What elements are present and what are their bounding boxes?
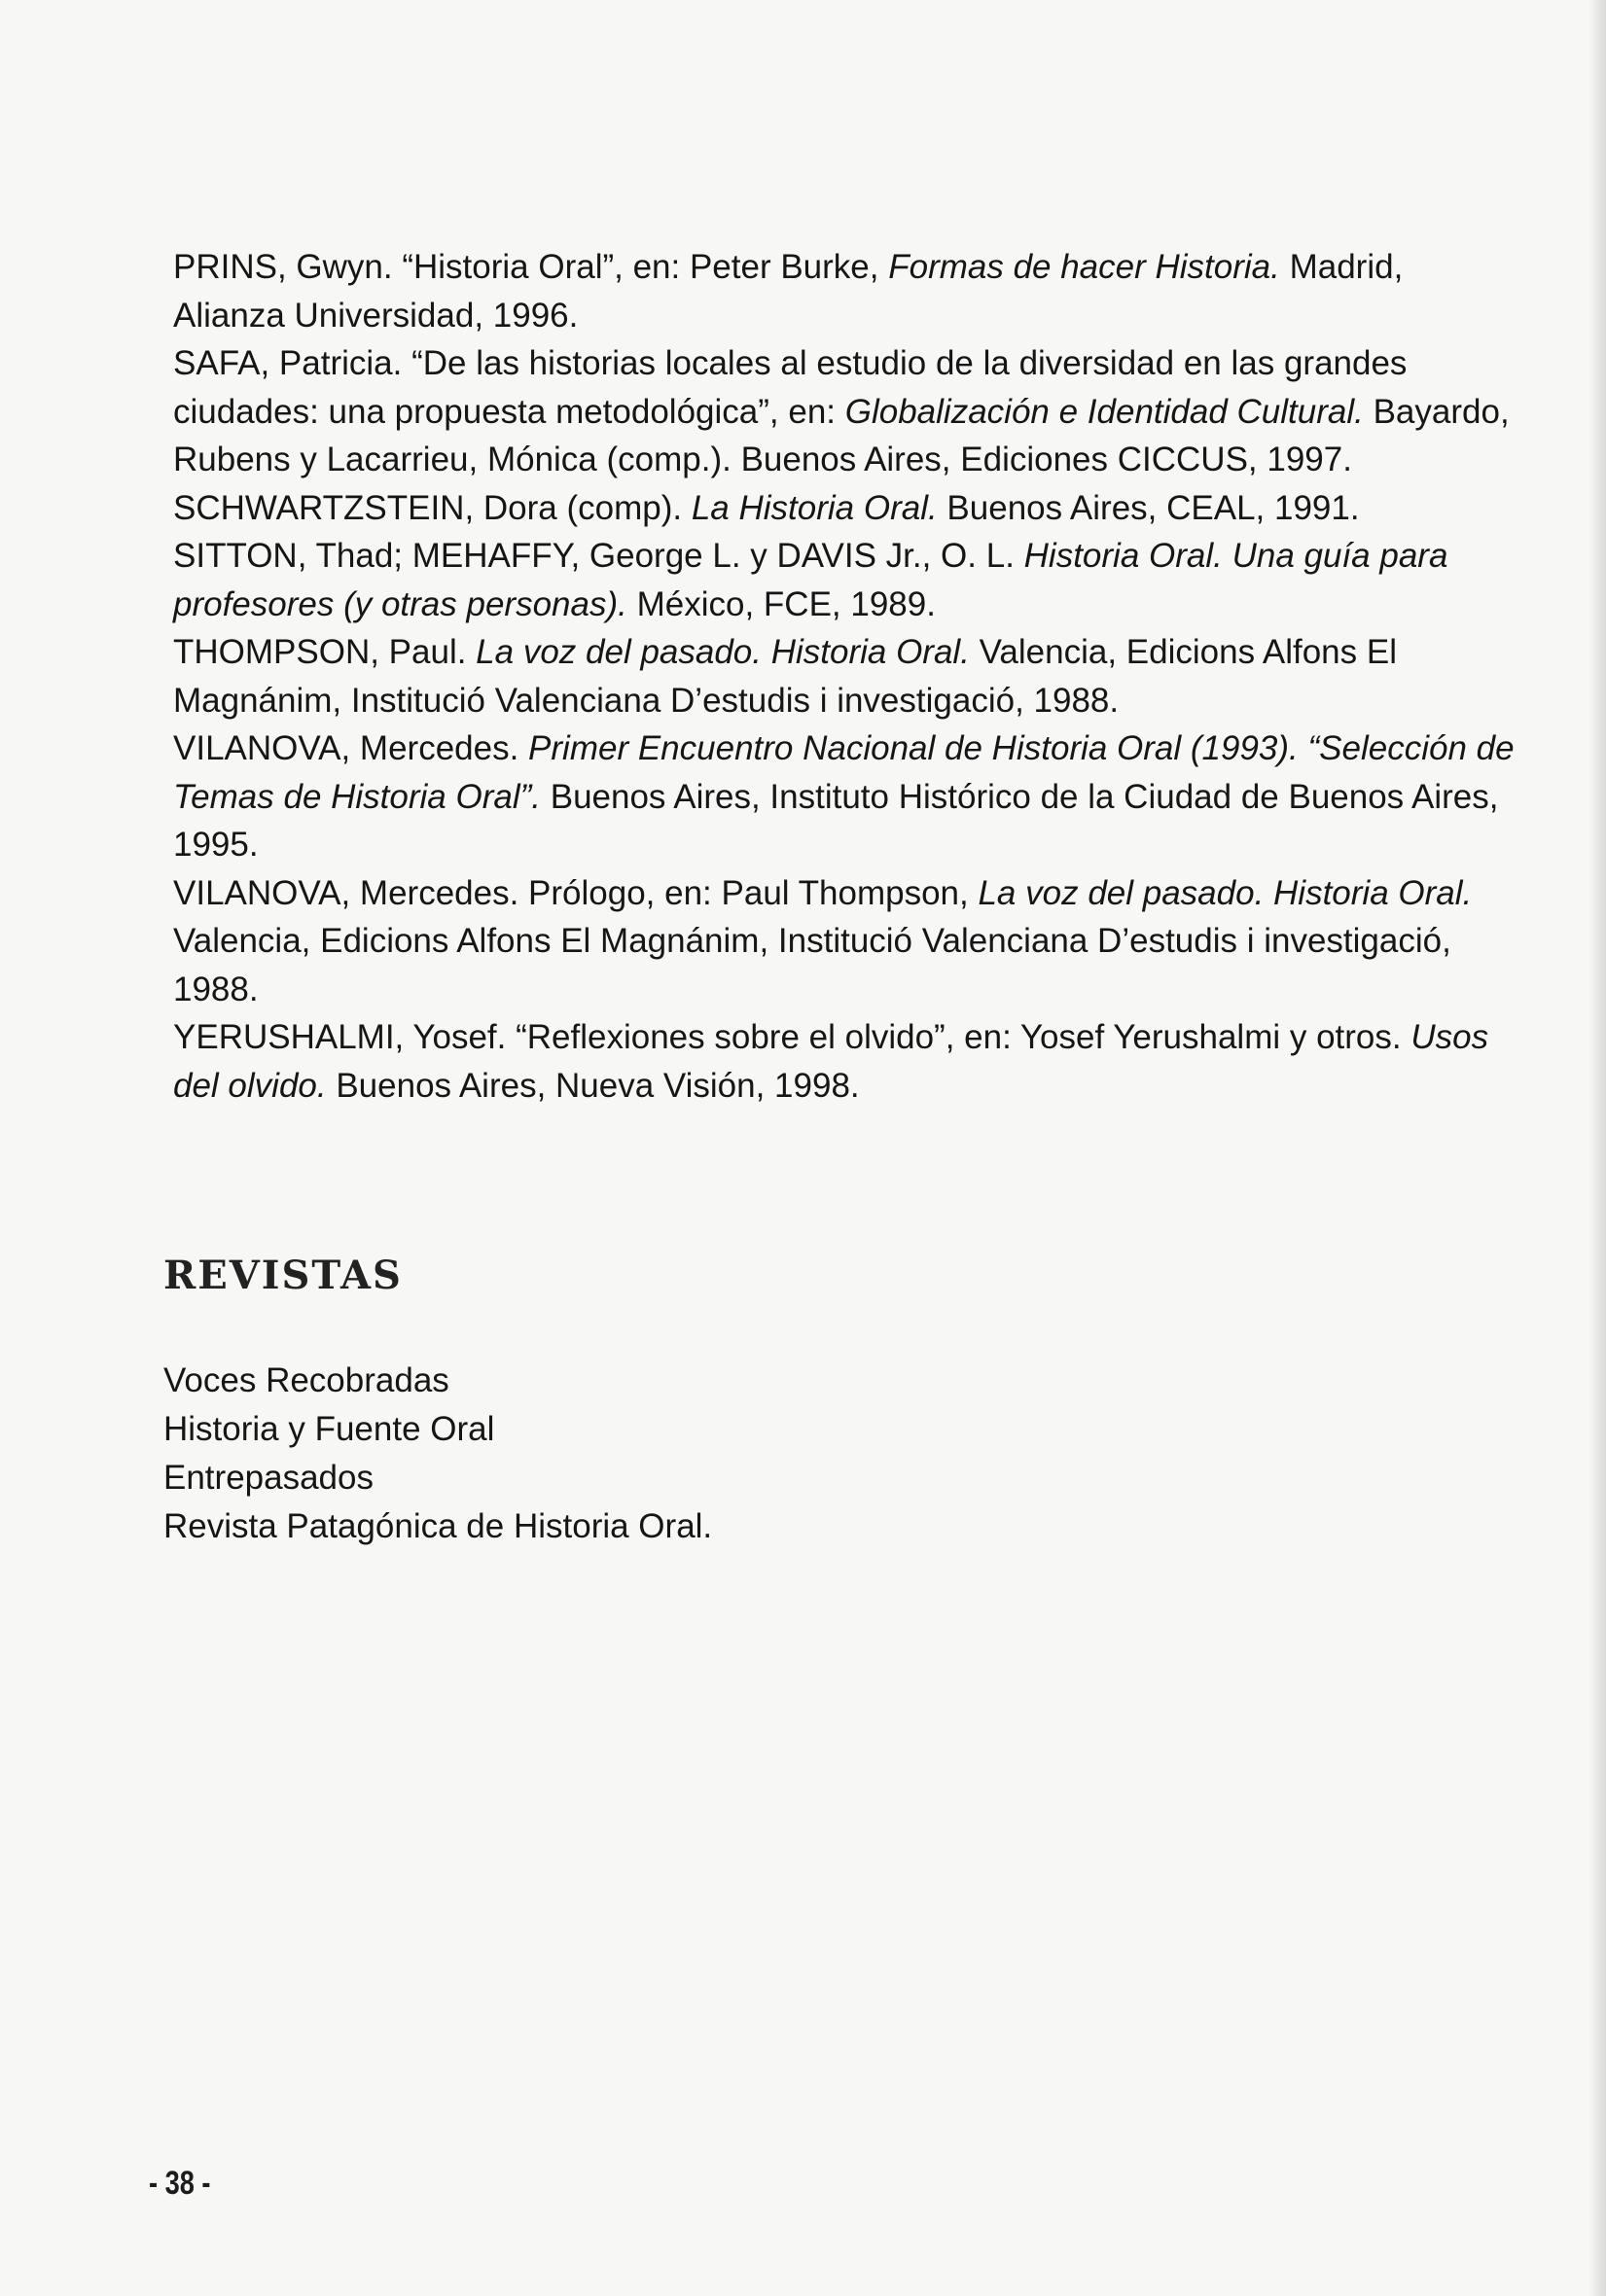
reference-title: La Historia Oral. xyxy=(691,488,938,527)
reference-text: SITTON, Thad; MEHAFFY, George L. y DAVIS Jr., O. L. xyxy=(173,537,1024,575)
reference-text: Madrid, Alianza Universidad, 1996. xyxy=(173,248,1404,335)
reference-text: VILANOVA, Mercedes. Prólogo, en: Paul Thompson, xyxy=(173,873,979,912)
reference-title: Usos del olvido. xyxy=(173,1018,1489,1105)
reference-entry xyxy=(173,724,1516,869)
reference-text: Bayardo, Rubens y Lacarrieu, Mónica (comp.). Buenos Aires, Ediciones CICCUS, 1997. xyxy=(173,392,1510,478)
reference-text: Buenos Aires, CEAL, 1991. xyxy=(937,488,1360,527)
reference-text: THOMPSON, Paul. xyxy=(173,633,477,671)
reference-entry xyxy=(173,339,1516,484)
reference-text: SCHWARTZSTEIN, Dora (comp). xyxy=(173,488,692,527)
reference-text: Buenos Aires, Instituto Histórico de la Ciudad de Buenos Aires, 1995. xyxy=(173,777,1499,864)
reference-title: Formas de hacer Historia. xyxy=(888,248,1280,286)
reference-entry xyxy=(173,243,1516,339)
page-number: - 38 - xyxy=(149,2165,211,2202)
reference-text: VILANOVA, Mercedes. xyxy=(173,729,529,767)
reference-text: PRINS, Gwyn. “Historia Oral”, en: Peter Burke, xyxy=(173,248,889,286)
reference-entry xyxy=(173,628,1516,724)
reference-title: Primer Encuentro Nacional de Historia Oral (1993). “Selección de Temas de Historia Oral”. xyxy=(173,729,1515,816)
page-edge-shadow xyxy=(1588,0,1606,2296)
journal-item: Historia y Fuente Oral xyxy=(163,1410,495,1448)
reference-entry xyxy=(173,1013,1516,1110)
journal-item: Revista Patagónica de Historia Oral. xyxy=(163,1507,713,1545)
journal-list xyxy=(163,1357,712,1551)
reference-title: La voz del pasado. Historia Oral. xyxy=(978,873,1473,912)
journal-item: Entrepasados xyxy=(163,1459,374,1497)
reference-entry xyxy=(173,484,1516,533)
reference-title: Historia Oral. Una guía para profesores (y otras personas). xyxy=(173,537,1448,623)
reference-text: YERUSHALMI, Yosef. “Reflexiones sobre el olvido”, en: Yosef Yerushalmi y otros. xyxy=(173,1018,1411,1056)
reference-text: Valencia, Edicions Alfons El Magnánim, Institució Valenciana D’estudis i investigació, 1988. xyxy=(173,633,1397,720)
section-title: REVISTAS xyxy=(163,1253,403,1298)
reference-text: Valencia, Edicions Alfons El Magnánim, Institució Valenciana D’estudis i investigació, 1988. xyxy=(173,922,1451,1008)
reference-entry xyxy=(173,869,1516,1014)
bibliography-list xyxy=(173,243,1516,1110)
reference-text: SAFA, Patricia. “De las historias locales al estudio de la diversidad en las grandes ciudades: una propuesta metodológica”, en: xyxy=(173,344,1408,431)
reference-title: La voz del pasado. Historia Oral. xyxy=(476,633,970,671)
reference-text: Buenos Aires, Nueva Visión, 1998. xyxy=(326,1066,860,1105)
journal-item: Voces Recobradas xyxy=(163,1361,449,1399)
reference-title: Globalización e Identidad Cultural. xyxy=(844,392,1364,431)
reference-entry xyxy=(173,532,1516,628)
reference-text: México, FCE, 1989. xyxy=(626,584,936,623)
